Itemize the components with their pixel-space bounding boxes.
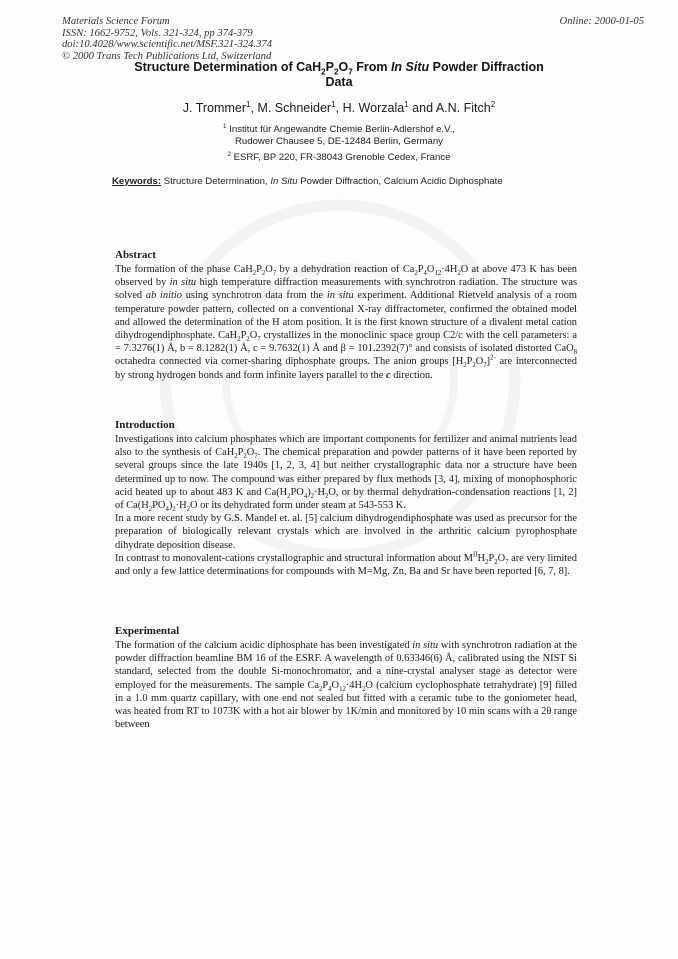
online-date: Online: 2000-01-05 [559, 16, 644, 27]
paragraph: In a more recent study by G.S. Mandel et. al. [5] calcium dihydrogendiphosphate was used as precursor for the preparation of biologically relevant crystals which are involved in the arthritic calcium pyrophosphate dihydrate deposition disease. [115, 513, 577, 551]
keywords-label: Keywords: [112, 176, 162, 187]
doi-line[interactable]: doi:10.4028/www.scientific.net/MSF.321-324.374 [62, 39, 272, 51]
author-name: J. Trommer [182, 101, 246, 115]
author-name: A.N. Fitch [435, 101, 491, 115]
keywords: Keywords: Structure Determination, In Situ Powder Diffraction, Calcium Acidic Diphosphate [112, 176, 503, 187]
paragraph: Investigations into calcium phosphates which are important components for fertilizer and animal nutrients lead also to the synthesis of $CaH_2P_2O_7$. The chemical preparation and powder patterns of it have been reported by several groups since the late 1940s [1, 2, 3, 4] but neither crystallographic data nor a structure have been determined up to now. The compound was either prepared by flux methods [3, 4], mixing of monophosphoric acid heated up to about 483 K and $Ca(H_2PO_4)_2\cdot H_2O$, or by thermal dehydration-condensation reactions [1, 2] of $Ca(H_2PO_4)_2\cdot H_2O$ or its dehydrated form under steam at 543-553 K. [115, 434, 577, 514]
copyright-line: © 2000 Trans Tech Publications Ltd, Switzerland [62, 51, 272, 63]
author-name: M. Schneider [257, 101, 332, 115]
paper-title: Structure Determination of $CaH_2P_2O_7$ From In Situ Powder Diffraction Data [134, 60, 544, 89]
paragraph: The formation of the calcium acidic diphosphate has been investigated in situ with synchrotron radiation at the powder diffraction beamline BM 16 of the ESRF. A wavelength of 0.63346(6) Å, calibrated using the NIST Si standard, selected from the double Si-monochromator, and a nine-crystal analyser stage as detector were employed for the measurements. The sample $Ca_2P_4O_{12}\cdot 4H_2O$ (calcium cyclophosphate tetrahydrate) [9] filled in a 1.0 mm quartz capillary, with one end not sealed but fitted with a ceramic tube to the goniometer head, was heated from RT to 1073K with a hot air blower by 1K/min and monitored by 10 min scans with a 2θ range between [115, 640, 577, 731]
publication-info [62, 16, 622, 63]
abstract-section [115, 249, 577, 382]
section-heading: Introduction [115, 419, 175, 431]
affiliation-2: $^2$ ESRF, BP 220, FR-38043 Grenoble Cedex, France [227, 150, 451, 163]
journal-name: Materials Science Forum [62, 16, 170, 27]
introduction-section [115, 419, 577, 578]
affiliation-1: $^1$ Institut für Angewandte Chemie Berlin-Adlershof e.V., Rudower Chausee 5, DE-12484 Berlin, Germany [223, 122, 455, 147]
section-heading: Experimental [115, 625, 180, 637]
abstract-text: The formation of the phase $CaH_2P_2O_7$ by a dehydration reaction of $Ca_2P_4O_{12}\cdot 4H_2O$ at above 473 K has been observed by in situ high temperature diffraction measurements with synchrotron radiation. The structure was solved ab initio using synchrotron data from the in situ experiment. Additional Rietveld analysis of a room temperature powder pattern, collected on a conventional X-ray diffractometer, confirmed the obtained model and allowed the determination of the H atom position. It is the first known structure of a divalent metal cation dihydrogendiphosphate. $CaH_2P_2O_7$ crystallizes in the monoclinic space group C2/c with the cell parameters: a = 7.3276(1) Å, b = 8.1282(1) Å, c = 9.7632(1) Å and β = 101.2392(7)° and consists of isolated distorted CaO$_8$ octahedra connected via corner-sharing diphosphate groups. The anion groups $[H_2P_2O_7]^{2-}$ are interconnected by strong hydrogen bonds and form infinite layers parallel to the c direction. [115, 264, 577, 381]
section-heading: Abstract [115, 249, 156, 261]
experimental-section [115, 625, 577, 731]
issn-line[interactable]: ISSN: 1662-9752, Vols. 321-324, pp 374-379 [62, 27, 253, 39]
author-name: H. Worzala [342, 101, 405, 115]
author-list: J. Trommer$^1$, M. Schneider$^1$, H. Worzala$^1$ and A.N. Fitch$^2$ [182, 99, 496, 115]
paragraph: In contrast to monovalent-cations crystallographic and structural information about $M^{II}H_2P_2O_7$ are very limited and only a few lattice determinations for compounds with M=Mg, Zn, Ba and Sr have been reported [6, 7, 8]. [115, 551, 577, 578]
